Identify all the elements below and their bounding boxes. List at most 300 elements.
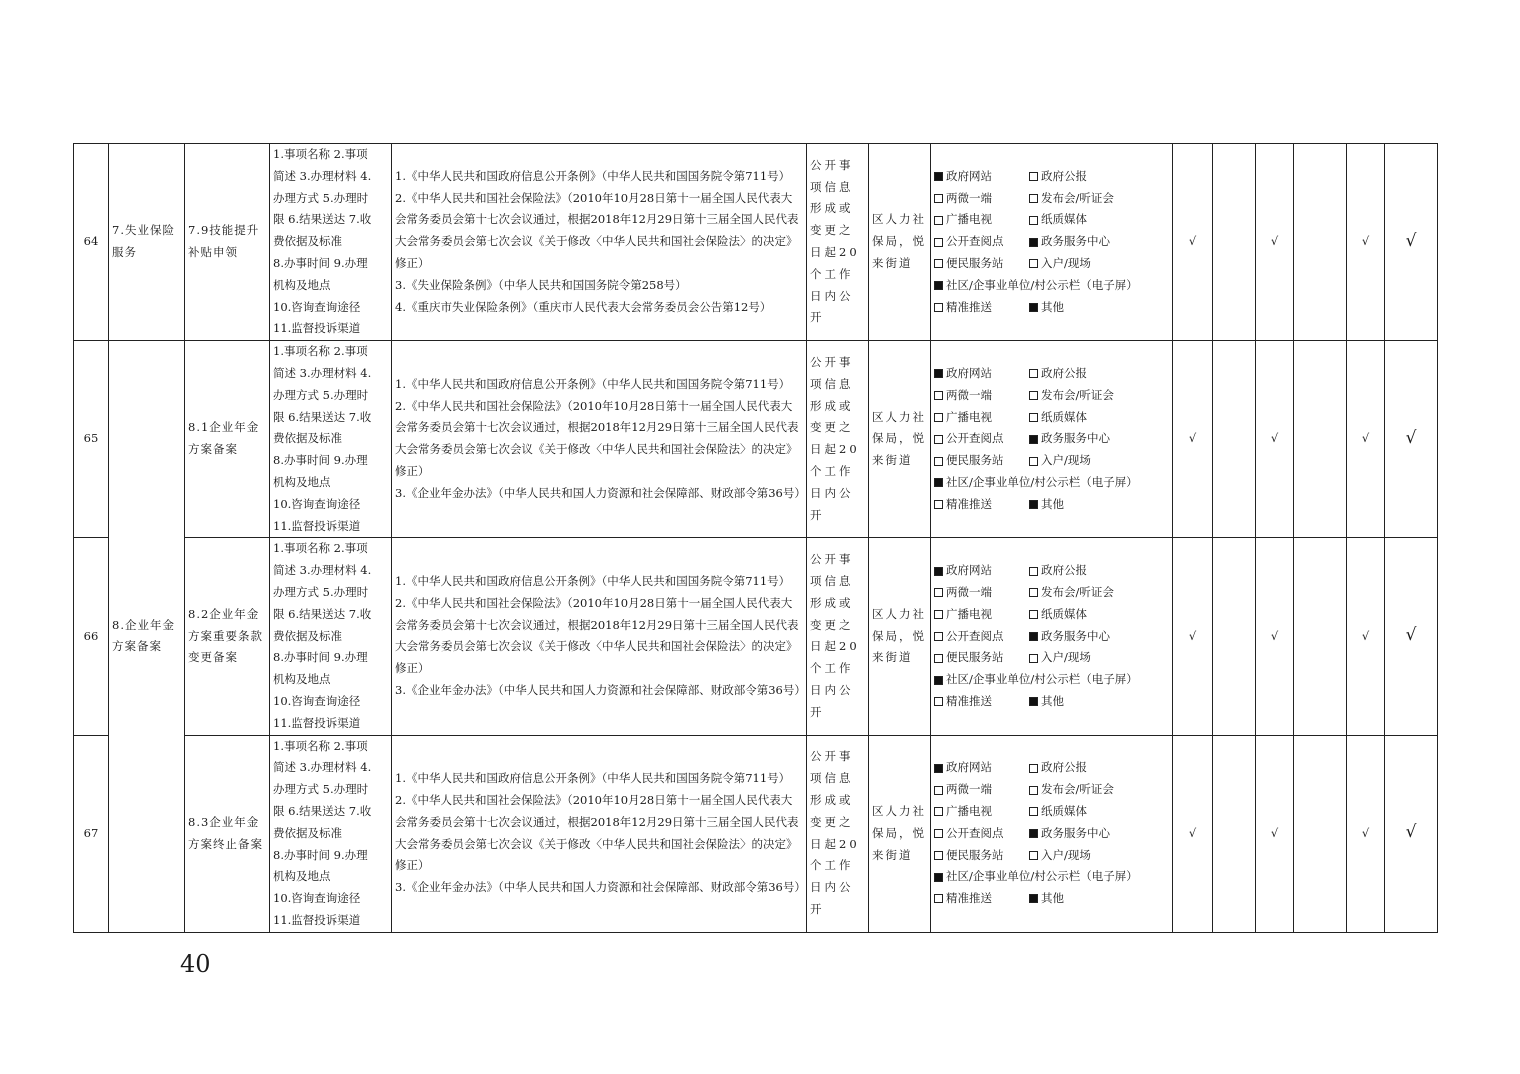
channel-row (934, 801, 1169, 823)
channel-label: 精准推送 (946, 299, 992, 314)
channel-label: 纸质媒体 (1041, 409, 1087, 424)
check-cell (1294, 735, 1347, 932)
publish-item-line: 1.事项名称 2.事项 (273, 541, 368, 556)
channel-row (934, 691, 1169, 713)
publish-channels (931, 538, 1173, 735)
row-seq: 64 (74, 144, 109, 341)
check-cell (1173, 538, 1213, 735)
basis-law-item: 3.《企业年金办法》（中华人民共和国人力资源和社会保障部、财政部令第36号） (395, 880, 806, 895)
channel-label: 两微一端 (946, 782, 992, 797)
channel-row (934, 582, 1169, 604)
unchecked-box-icon (934, 654, 943, 663)
publish-item-line: 1.事项名称 2.事项 (273, 147, 368, 161)
publish-item-line: 10.咨询查询途径 (273, 299, 361, 314)
check-mark-icon: √ (1188, 431, 1197, 446)
time-limit: 公开事项信息形成或变更之日起20个工作日内公开 (807, 144, 869, 341)
basis-law-item: 3.《失业保险条例》（中华人民共和国国务院令第258号） (395, 277, 687, 292)
unchecked-box-icon (934, 786, 943, 795)
channel-label: 精准推送 (946, 693, 992, 708)
channel-option (1029, 363, 1087, 385)
time-limit: 公开事项信息形成或变更之日起20个工作日内公开 (807, 341, 869, 538)
channel-label: 政府公报 (1041, 760, 1087, 775)
check-cell (1385, 735, 1438, 932)
item-name: 8.2企业年金方案重要条款变更备案 (185, 538, 270, 735)
channel-row (934, 231, 1169, 253)
channel-option (1029, 582, 1114, 604)
publish-items (270, 341, 392, 538)
publish-item-line: 8.办事时间 9.办理 (273, 255, 368, 270)
check-mark-icon: √ (1361, 628, 1370, 643)
unchecked-box-icon (934, 829, 943, 838)
channel-option (934, 801, 1029, 823)
channel-label: 社区/企事业单位/村公示栏（电子屏） (946, 474, 1138, 489)
check-mark-icon: √ (1270, 234, 1279, 249)
check-cell (1256, 538, 1294, 735)
channel-option (934, 363, 1029, 385)
publish-subject: 区人力社保局，悦来街道 (869, 538, 931, 735)
channel-label: 入户/现场 (1041, 453, 1091, 468)
unchecked-box-icon (1029, 457, 1038, 466)
channel-option (1029, 450, 1091, 472)
channel-label: 政府公报 (1041, 365, 1087, 380)
channel-option (1029, 407, 1087, 429)
channel-row (934, 604, 1169, 626)
channel-row (934, 845, 1169, 867)
basis-law-item: 1.《中华人民共和国政府信息公开条例》（中华人民共和国国务院令第711号） (395, 168, 791, 183)
unchecked-box-icon (1029, 391, 1038, 400)
check-cell (1256, 341, 1294, 538)
checked-box-icon (934, 281, 943, 290)
channel-label: 广播电视 (946, 606, 992, 621)
channel-option (1029, 297, 1064, 319)
publish-item-line: 8.办事时间 9.办理 (273, 847, 368, 862)
page-number: 40 (180, 950, 211, 978)
publish-item-line: 费依据及标准 (273, 431, 342, 446)
channel-label: 政务服务中心 (1041, 628, 1110, 643)
checked-box-icon (1029, 632, 1038, 641)
channel-option (934, 253, 1029, 275)
channel-label: 其他 (1041, 496, 1064, 511)
row-seq: 66 (74, 538, 109, 735)
table-row (74, 341, 1438, 538)
channel-label: 政府网站 (946, 365, 992, 380)
publish-item-line: 简述 3.办理材料 4. (273, 168, 372, 183)
channel-row (934, 407, 1169, 429)
channel-row (934, 626, 1169, 648)
channel-row (934, 647, 1169, 669)
channel-label: 入户/现场 (1041, 847, 1091, 862)
basis-law-item: 2.《中华人民共和国社会保险法》（2010年10月28日第十一届全国人民代表大会常务委员会第十七次会议通过，根据2018年12月29日第十三届全国人民代表大会常务委员会第七次会议《关于修改〈中华人民共和国社会保险法〉的决定》修正） (395, 793, 799, 873)
channel-row (934, 428, 1169, 450)
channel-option (1029, 253, 1091, 275)
publish-item-line: 办理方式 5.办理时 (273, 387, 369, 402)
checked-box-icon (1029, 894, 1038, 903)
unchecked-box-icon (1029, 413, 1038, 422)
unchecked-box-icon (934, 413, 943, 422)
channel-option (934, 231, 1029, 253)
channel-option (934, 866, 1138, 888)
publish-channels (931, 144, 1173, 341)
channel-option (1029, 626, 1110, 648)
channel-row (934, 275, 1169, 297)
channel-row (934, 472, 1169, 494)
checked-box-icon (1029, 238, 1038, 247)
check-mark-icon: √ (1361, 825, 1370, 840)
publish-item-line: 办理方式 5.办理时 (273, 190, 369, 205)
publish-basis (392, 341, 807, 538)
basis-law-item: 2.《中华人民共和国社会保险法》（2010年10月28日第十一届全国人民代表大会常务委员会第十七次会议通过，根据2018年12月29日第十三届全国人民代表大会常务委员会第七次会议《关于修改〈中华人民共和国社会保险法〉的决定》修正） (395, 398, 799, 479)
publish-item-line: 1.事项名称 2.事项 (273, 344, 368, 359)
publish-item-line: 限 6.结果送达 7.收 (273, 803, 372, 818)
channel-option (934, 275, 1138, 297)
channel-label: 两微一端 (946, 584, 992, 599)
basis-law-item: 1.《中华人民共和国政府信息公开条例》（中华人民共和国国务院令第711号） (395, 771, 791, 786)
channel-option (1029, 823, 1110, 845)
channel-label: 社区/企事业单位/村公示栏（电子屏） (946, 869, 1138, 884)
channel-label: 广播电视 (946, 409, 992, 424)
publish-basis (392, 735, 807, 932)
channel-option (1029, 428, 1110, 450)
checked-box-icon (934, 478, 943, 487)
channel-option (934, 626, 1029, 648)
unchecked-box-icon (1029, 807, 1038, 816)
channel-label: 纸质媒体 (1041, 606, 1087, 621)
basis-law-item: 3.《企业年金办法》（中华人民共和国人力资源和社会保障部、财政部令第36号） (395, 683, 806, 698)
basis-law-item: 1.《中华人民共和国政府信息公开条例》（中华人民共和国国务院令第711号） (395, 574, 791, 589)
unchecked-box-icon (934, 807, 943, 816)
channel-label: 发布会/听证会 (1041, 782, 1114, 797)
channel-option (934, 845, 1029, 867)
channel-row (934, 757, 1169, 779)
table-row (74, 144, 1438, 341)
unchecked-box-icon (934, 588, 943, 597)
channel-option (934, 604, 1029, 626)
channel-row (934, 363, 1169, 385)
table-body (74, 144, 1438, 933)
channel-row (934, 188, 1169, 210)
table-row (74, 538, 1438, 735)
channel-label: 政务服务中心 (1041, 234, 1110, 249)
channel-option (934, 757, 1029, 779)
check-cell (1213, 341, 1256, 538)
channel-label: 两微一端 (946, 387, 992, 402)
channel-row (934, 385, 1169, 407)
check-cell (1256, 735, 1294, 932)
channel-label: 发布会/听证会 (1041, 190, 1114, 205)
unchecked-box-icon (934, 894, 943, 903)
channel-label: 公开查阅点 (946, 628, 1004, 643)
unchecked-box-icon (1029, 610, 1038, 619)
channel-label: 便民服务站 (946, 255, 1004, 270)
channel-option (934, 647, 1029, 669)
check-cell (1294, 341, 1347, 538)
check-cell (1173, 735, 1213, 932)
unchecked-box-icon (1029, 588, 1038, 597)
check-cell (1173, 144, 1213, 341)
unchecked-box-icon (934, 391, 943, 400)
item-name: 8.1企业年金方案备案 (185, 341, 270, 538)
publish-item-line: 10.咨询查询途径 (273, 891, 361, 906)
unchecked-box-icon (1029, 764, 1038, 773)
channel-label: 入户/现场 (1041, 255, 1091, 270)
check-mark-icon: √ (1188, 234, 1197, 249)
channel-label: 广播电视 (946, 212, 992, 227)
channel-label: 纸质媒体 (1041, 212, 1087, 227)
check-cell (1213, 538, 1256, 735)
channel-option (1029, 166, 1087, 188)
publish-item-line: 限 6.结果送达 7.收 (273, 606, 372, 621)
channel-option (934, 494, 1029, 516)
channel-option (1029, 209, 1087, 231)
publish-item-line: 机构及地点 (273, 869, 331, 884)
channel-label: 精准推送 (946, 496, 992, 511)
unchecked-box-icon (934, 259, 943, 268)
unchecked-box-icon (934, 216, 943, 225)
channel-label: 社区/企事业单位/村公示栏（电子屏） (946, 277, 1138, 292)
unchecked-box-icon (1029, 851, 1038, 860)
publish-channels (931, 735, 1173, 932)
unchecked-box-icon (934, 851, 943, 860)
channel-option (1029, 691, 1064, 713)
channel-option (934, 472, 1138, 494)
check-mark-icon: √ (1188, 825, 1197, 840)
check-cell (1213, 144, 1256, 341)
channel-row (934, 253, 1169, 275)
check-mark-icon: √ (1405, 822, 1417, 843)
publish-item-line: 1.事项名称 2.事项 (273, 738, 368, 753)
channel-label: 便民服务站 (946, 847, 1004, 862)
channel-label: 政府公报 (1041, 563, 1087, 578)
channel-option (934, 779, 1029, 801)
channel-label: 政府公报 (1041, 168, 1087, 183)
checked-box-icon (934, 172, 943, 181)
channel-label: 广播电视 (946, 803, 992, 818)
channel-label: 政府网站 (946, 563, 992, 578)
item-name: 7.9技能提升补贴申领 (185, 144, 270, 341)
check-cell (1385, 538, 1438, 735)
channel-option (934, 582, 1029, 604)
row-seq: 65 (74, 341, 109, 538)
channel-label: 政务服务中心 (1041, 825, 1110, 840)
unchecked-box-icon (934, 303, 943, 312)
channel-option (1029, 757, 1087, 779)
channel-option (1029, 560, 1087, 582)
channel-option (1029, 779, 1114, 801)
channel-option (934, 428, 1029, 450)
unchecked-box-icon (1029, 654, 1038, 663)
channel-option (1029, 385, 1114, 407)
publish-item-line: 机构及地点 (273, 672, 331, 687)
check-cell (1347, 538, 1385, 735)
channel-label: 政务服务中心 (1041, 431, 1110, 446)
channel-label: 发布会/听证会 (1041, 387, 1114, 402)
publish-item-line: 11.监督投诉渠道 (273, 321, 361, 336)
unchecked-box-icon (934, 457, 943, 466)
publish-subject: 区人力社保局，悦来街道 (869, 144, 931, 341)
unchecked-box-icon (934, 632, 943, 641)
check-cell (1213, 735, 1256, 932)
publish-item-line: 8.办事时间 9.办理 (273, 650, 368, 665)
check-mark-icon: √ (1361, 431, 1370, 446)
publish-item-line: 10.咨询查询途径 (273, 693, 361, 708)
basis-law-item: 2.《中华人民共和国社会保险法》（2010年10月28日第十一届全国人民代表大会常务委员会第十七次会议通过，根据2018年12月29日第十三届全国人民代表大会常务委员会第七次会议《关于修改〈中华人民共和国社会保险法〉的决定》修正） (395, 190, 799, 270)
channel-label: 政府网站 (946, 760, 992, 775)
channel-row (934, 560, 1169, 582)
checked-box-icon (934, 567, 943, 576)
channel-label: 便民服务站 (946, 650, 1004, 665)
checked-box-icon (1029, 435, 1038, 444)
channel-row (934, 209, 1169, 231)
channel-option (934, 385, 1029, 407)
publish-item-line: 费依据及标准 (273, 234, 342, 249)
publish-items (270, 144, 392, 341)
channel-row (934, 297, 1169, 319)
item-name: 8.3企业年金方案终止备案 (185, 735, 270, 932)
publish-item-line: 10.咨询查询途径 (273, 496, 361, 511)
channel-row (934, 669, 1169, 691)
channel-option (1029, 845, 1091, 867)
channel-option (1029, 888, 1064, 910)
publish-item-line: 费依据及标准 (273, 825, 342, 840)
channel-row (934, 823, 1169, 845)
check-cell (1294, 144, 1347, 341)
channel-row (934, 494, 1169, 516)
channel-label: 两微一端 (946, 190, 992, 205)
time-limit: 公开事项信息形成或变更之日起20个工作日内公开 (807, 735, 869, 932)
check-cell (1256, 144, 1294, 341)
publish-item-line: 机构及地点 (273, 474, 331, 489)
publish-item-line: 11.监督投诉渠道 (273, 715, 361, 730)
publish-item-line: 限 6.结果送达 7.收 (273, 212, 372, 227)
channel-label: 便民服务站 (946, 453, 1004, 468)
publish-item-line: 办理方式 5.办理时 (273, 584, 369, 599)
publish-subject: 区人力社保局，悦来街道 (869, 735, 931, 932)
publish-item-line: 费依据及标准 (273, 628, 342, 643)
basis-law-item: 3.《企业年金办法》（中华人民共和国人力资源和社会保障部、财政部令第36号） (395, 485, 806, 500)
channel-option (1029, 494, 1064, 516)
channel-row (934, 888, 1169, 910)
channel-label: 入户/现场 (1041, 650, 1091, 665)
channel-option (1029, 188, 1114, 210)
unchecked-box-icon (934, 610, 943, 619)
publish-item-line: 简述 3.办理材料 4. (273, 760, 372, 775)
unchecked-box-icon (1029, 216, 1038, 225)
basis-law-item: 1.《中华人民共和国政府信息公开条例》（中华人民共和国国务院令第711号） (395, 376, 791, 391)
unchecked-box-icon (934, 697, 943, 706)
checked-box-icon (1029, 303, 1038, 312)
check-mark-icon: √ (1405, 230, 1417, 251)
check-mark-icon: √ (1270, 825, 1279, 840)
unchecked-box-icon (1029, 172, 1038, 181)
category-cell: 8.企业年金方案备案 (109, 341, 185, 933)
unchecked-box-icon (934, 194, 943, 203)
channel-label: 其他 (1041, 891, 1064, 906)
checked-box-icon (934, 676, 943, 685)
table-row (74, 735, 1438, 932)
publish-item-line: 简述 3.办理材料 4. (273, 365, 372, 380)
publish-item-line: 11.监督投诉渠道 (273, 518, 361, 533)
channel-label: 精准推送 (946, 891, 992, 906)
check-mark-icon: √ (1405, 427, 1417, 448)
channel-label: 其他 (1041, 693, 1064, 708)
channel-label: 公开查阅点 (946, 825, 1004, 840)
publish-basis (392, 144, 807, 341)
unchecked-box-icon (934, 238, 943, 247)
channel-row (934, 866, 1169, 888)
check-cell (1294, 538, 1347, 735)
channel-label: 社区/企事业单位/村公示栏（电子屏） (946, 672, 1138, 687)
channel-label: 发布会/听证会 (1041, 584, 1114, 599)
publish-item-line: 简述 3.办理材料 4. (273, 563, 372, 578)
publish-item-line: 机构及地点 (273, 277, 331, 292)
channel-option (934, 823, 1029, 845)
unchecked-box-icon (934, 500, 943, 509)
check-mark-icon: √ (1361, 234, 1370, 249)
basis-law-item: 4.《重庆市失业保险条例》（重庆市人民代表大会常务委员会公告第12号） (395, 299, 772, 314)
publish-items (270, 538, 392, 735)
checked-box-icon (1029, 829, 1038, 838)
channel-option (934, 669, 1138, 691)
channel-option (934, 450, 1029, 472)
disclosure-table (73, 143, 1438, 933)
checked-box-icon (934, 873, 943, 882)
checked-box-icon (1029, 697, 1038, 706)
publish-subject: 区人力社保局，悦来街道 (869, 341, 931, 538)
channel-option (934, 407, 1029, 429)
channel-label: 政府网站 (946, 168, 992, 183)
unchecked-box-icon (1029, 567, 1038, 576)
channel-option (934, 691, 1029, 713)
basis-law-item: 2.《中华人民共和国社会保险法》（2010年10月28日第十一届全国人民代表大会常务委员会第十七次会议通过，根据2018年12月29日第十三届全国人民代表大会常务委员会第七次会议《关于修改〈中华人民共和国社会保险法〉的决定》修正） (395, 595, 799, 676)
check-cell (1385, 341, 1438, 538)
time-limit: 公开事项信息形成或变更之日起20个工作日内公开 (807, 538, 869, 735)
publish-basis (392, 538, 807, 735)
publish-item-line: 8.办事时间 9.办理 (273, 453, 368, 468)
channel-option (1029, 801, 1087, 823)
check-mark-icon: √ (1405, 625, 1417, 646)
check-cell (1347, 735, 1385, 932)
unchecked-box-icon (1029, 259, 1038, 268)
check-mark-icon: √ (1188, 628, 1197, 643)
channel-row (934, 450, 1169, 472)
channel-option (934, 188, 1029, 210)
channel-option (934, 166, 1029, 188)
channel-option (934, 560, 1029, 582)
publish-item-line: 限 6.结果送达 7.收 (273, 409, 372, 424)
channel-label: 其他 (1041, 299, 1064, 314)
channel-row (934, 779, 1169, 801)
check-cell (1173, 341, 1213, 538)
channel-row (934, 166, 1169, 188)
channel-label: 公开查阅点 (946, 234, 1004, 249)
channel-option (1029, 231, 1110, 253)
channel-option (934, 297, 1029, 319)
check-cell (1347, 144, 1385, 341)
check-mark-icon: √ (1270, 431, 1279, 446)
channel-option (1029, 604, 1087, 626)
publish-item-line: 11.监督投诉渠道 (273, 912, 361, 927)
channel-option (934, 209, 1029, 231)
category-cell: 7.失业保险服务 (109, 144, 185, 341)
publish-items (270, 735, 392, 932)
channel-label: 纸质媒体 (1041, 803, 1087, 818)
channel-label: 公开查阅点 (946, 431, 1004, 446)
row-seq: 67 (74, 735, 109, 932)
check-cell (1385, 144, 1438, 341)
unchecked-box-icon (1029, 194, 1038, 203)
check-cell (1347, 341, 1385, 538)
checked-box-icon (934, 764, 943, 773)
